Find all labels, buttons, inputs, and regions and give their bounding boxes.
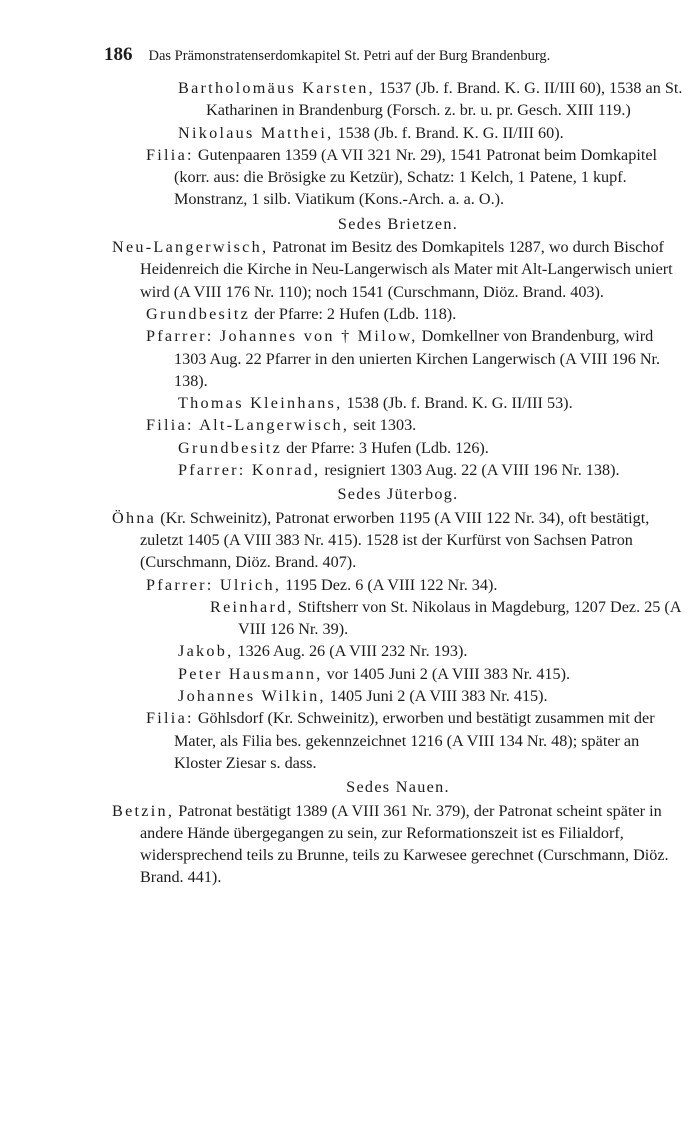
register-entry [112,437,684,459]
register-entry [112,574,684,596]
entry-text: der Pfarre: 3 Hufen (Ldb. 126). [282,438,489,457]
entry-text: 1405 Juni 2 (A VIII 383 Nr. 415). [325,687,548,706]
register-entry [112,122,684,144]
document-body [112,77,684,889]
entry-text: (Kr. Schweinitz), Patronat erworben 1195 (A VIII 122 Nr. 34), oft bestätigt, zuletzt 1405 (A VIII 383 Nr. 415). 1528 ist der Kurfürst von Sachsen Patron (Curschmann, Diöz. Brand. 407). [140,508,650,572]
entry-lead: Pfarrer: Johannes von † Milow, [146,327,418,346]
entry-lead: Johannes Wilkin, [178,687,326,706]
entry-lead: Filia: Alt-Langerwisch, [146,416,350,435]
entry-text: der Pfarre: 2 Hufen (Ldb. 118). [250,304,457,323]
register-entry [112,414,684,436]
register-entry [112,596,684,641]
register-entry [112,392,684,414]
entry-text: Gutenpaaren 1359 (A VII 321 Nr. 29), 1541 Patronat beim Domkapitel (korr. aus: die Brösigke zu Ketzür), Schatz: 1 Kelch, 1 Patene, 1 kupf. Monstranz, 1 silb. Viatikum (Kons.-Arch. a. a. O.). [174,145,657,209]
entry-lead: Bartholomäus Karsten, [178,79,375,97]
register-entry [112,459,684,481]
entry-text: seit 1303. [349,416,417,435]
entry-text: resigniert 1303 Aug. 22 (A VIII 196 Nr. 138). [320,461,620,480]
entry-lead: Reinhard, [210,597,294,616]
register-entry [112,507,684,574]
section-heading: Sedes Jüterbog. [337,485,459,504]
entry-lead: Öhna [112,508,157,527]
register-entry [112,236,684,303]
section-heading: Sedes Nauen. [346,778,450,797]
entry-lead: Neu-Langerwisch, [112,238,269,257]
entry-text: Patronat bestätigt 1389 (A VIII 361 Nr. 379), der Patronat scheint später in andere Hände übergegangen zu sein, zur Reformationszeit ist es Filialdorf, widersprechend teils zu Brunne, teils zu Karwesee gerechnet (Curschmann, Diöz. Brand. 441). [140,801,669,887]
entry-text: Patronat im Besitz des Domkapitels 1287, wo durch Bischof Heidenreich die Kirche in Neu-Langerwisch als Mater mit Alt-Langerwisch uniert wird (A VIII 176 Nr. 110); noch 1541 (Curschmann, Diöz. Brand. 403). [140,238,673,301]
page-header [104,44,550,66]
running-title: Das Prämonstratenserdomkapitel St. Petri auf der Burg Brandenburg. [148,48,551,64]
entry-text: 1326 Aug. 26 (A VIII 232 Nr. 193). [233,642,468,661]
register-entry [112,303,684,325]
register-entry [112,640,684,662]
entry-text: 1195 Dez. 6 (A VIII 122 Nr. 34). [281,575,498,594]
entry-lead: Thomas Kleinhans, [178,394,343,413]
entry-lead: Pfarrer: Konrad, [178,461,321,480]
entry-lead: Peter Hausmann, [178,664,323,683]
entry-text: 1538 (Jb. f. Brand. K. G. II/III 60). [333,123,564,142]
register-entry [112,685,684,707]
entry-text: Domkellner von Brandenburg, wird 1303 Aug. 22 Pfarrer in den unierten Kirchen Langerwisch (A VIII 196 Nr. 138). [174,327,661,390]
entry-lead: Nikolaus Matthei, [178,123,334,142]
register-entry [112,77,684,122]
entry-lead: Filia: [146,709,194,728]
register-entry [112,144,684,211]
entry-lead: Grundbesitz [146,304,251,323]
entry-text: vor 1405 Juni 2 (A VIII 383 Nr. 415). [322,664,571,683]
entry-text: Göhlsdorf (Kr. Schweinitz), erworben und bestätigt zusammen mit der Mater, als Filia bes. gekennzeichnet 1216 (A VIII 134 Nr. 48); später an Kloster Ziesar s. dass. [174,709,655,772]
register-entry [112,325,684,392]
entry-lead: Pfarrer: Ulrich, [146,575,282,594]
page-number: 186 [104,44,133,65]
entry-lead: Betzin, [112,801,175,820]
register-entry [112,707,684,774]
entry-text: 1538 (Jb. f. Brand. K. G. II/III 53). [342,394,573,413]
entry-lead: Jakob, [178,642,234,661]
entry-lead: Grundbesitz [178,438,283,457]
register-entry [112,800,684,889]
register-entry [112,663,684,685]
entry-text: 1537 (Jb. f. Brand. K. G. II/III 60), 1538 an St. Katharinen in Brandenburg (Forsch. z. br. u. pr. Gesch. XIII 119.) [206,79,683,120]
section-heading: Sedes Brietzen. [337,214,459,233]
entry-text: Stiftsherr von St. Nikolaus in Magdeburg, 1207 Dez. 25 (A VIII 126 Nr. 39). [238,597,681,639]
entry-lead: Filia: [146,145,194,164]
